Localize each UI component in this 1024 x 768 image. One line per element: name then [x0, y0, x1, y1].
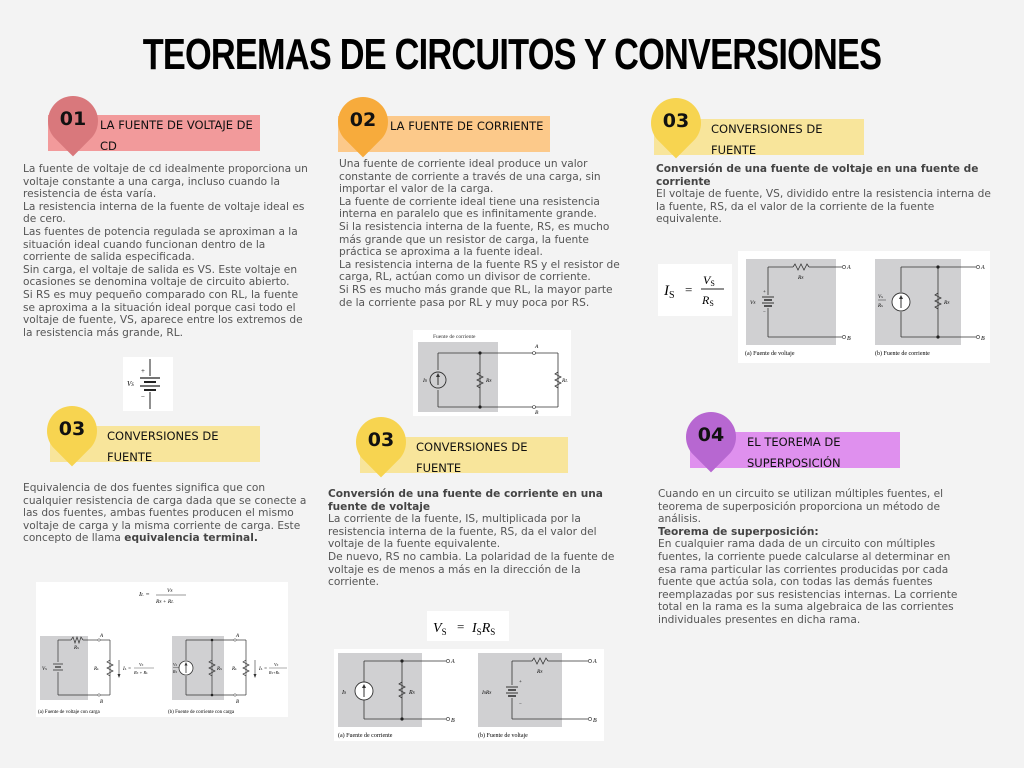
- svg-text:=: =: [685, 282, 693, 297]
- svg-text:RS: RS: [486, 378, 492, 384]
- svg-text:VS: VS: [139, 662, 144, 667]
- svg-text:VS: VS: [703, 273, 715, 288]
- section-body: [23, 482, 315, 545]
- svg-text:VS: VS: [878, 295, 883, 300]
- paragraph: La resistencia interna de la fuente de voltaje ideal es de cero.: [23, 200, 305, 226]
- section-number: 04: [697, 424, 725, 446]
- svg-text:+: +: [141, 367, 145, 375]
- svg-text:(a) Fuente de corriente: (a) Fuente de corriente: [338, 733, 393, 739]
- svg-text:VS: $V_S$: [433, 621, 447, 637]
- paragraph: La corriente de la fuente, IS, multiplicada por la resistencia interna de la fuente, RS, da el valor del voltaje de la fuente equivalente.: [328, 513, 597, 551]
- section-body: [328, 488, 633, 589]
- svg-text:RS: RS: [798, 275, 804, 281]
- section-heading: CONVERSIONES DE FUENTE: [416, 440, 528, 475]
- svg-text:RS: RS: [878, 304, 883, 309]
- svg-text:−: −: [141, 393, 145, 401]
- svg-text:A: A: [236, 634, 240, 639]
- svg-text:RS: RS: [702, 293, 714, 308]
- svg-text:RS: RS: [74, 646, 79, 651]
- svg-text:A: A: [981, 265, 985, 271]
- svg-text:A: A: [100, 634, 104, 639]
- terminal-equivalence-figure: [36, 582, 288, 717]
- paragraph: Equivalencia de dos fuentes significa que con cualquier resistencia de carga dada que se conecte a las dos fuentes, ambas fuentes producen el mismo voltaje de carga y la misma corriente de carga. Este concepto de llama: [23, 482, 307, 545]
- paragraph: Si RS es muy pequeño comparado con RL, la fuente se aproxima a la situación ideal porque casi todo el voltaje de fuente, VS, aparece entre los extremos de la resistencia más grande, RL.: [23, 288, 303, 339]
- section-heading: CONVERSIONES DE FUENTE: [711, 122, 823, 157]
- section-heading: EL TEOREMA DE SUPERPOSICIÓN: [747, 435, 841, 470]
- current-voltage-source-conversion-figure: [334, 649, 604, 741]
- section-body: [339, 158, 629, 309]
- svg-text:B: B: [593, 718, 597, 724]
- svg-text:ISRS: ISRS: [482, 690, 492, 696]
- paragraph: La fuente de voltaje de cd idealmente proporciona un voltaje constante a una carga, incluso cuando la resistencia de ésta varía.: [23, 163, 308, 201]
- svg-text:VS: VS: [274, 662, 279, 667]
- section-heading: CONVERSIONES DE FUENTE: [107, 429, 219, 464]
- paragraph: Sin carga, el voltaje de salida es VS. Este voltaje en ocasiones se denomina voltaje de circuito abierto.: [23, 263, 298, 289]
- section-number: 01: [59, 108, 87, 130]
- paragraph: La fuente de corriente ideal tiene una resistencia interna en paralelo que es infinitamente grande.: [339, 195, 600, 221]
- battery-symbol-figure: [123, 357, 173, 411]
- svg-text:IS: IS: [342, 690, 346, 696]
- svg-text:VS: VS: [173, 662, 177, 667]
- svg-text:IS: $I_S$: [664, 283, 675, 301]
- section-subheading: Conversión de una fuente de voltaje en una fuente de corriente: [656, 163, 979, 188]
- section-subheading: Conversión de una fuente de corriente en una fuente de voltaje: [328, 488, 603, 513]
- paragraph: Si RS es mucho más grande que RL, la mayor parte de la corriente pasa por RL y muy poca por RS.: [339, 283, 613, 309]
- svg-text:A: A: [451, 659, 455, 665]
- section-body: [23, 163, 313, 339]
- svg-text:B: B: [100, 700, 104, 705]
- section-heading: LA FUENTE DE VOLTAJE DE CD: [100, 118, 253, 153]
- svg-text:(b) Fuente de corriente con ca: (b) Fuente de corriente con carga: [168, 710, 235, 715]
- svg-text:−: −: [763, 310, 766, 315]
- svg-text:=: =: [457, 619, 465, 634]
- svg-text:(a) Fuente de voltaje con carg: (a) Fuente de voltaje con carga: [38, 710, 100, 715]
- svg-text:RS: RS: [409, 690, 415, 696]
- svg-text:VS: VS: [167, 588, 173, 594]
- svg-text:B: B: [981, 336, 985, 342]
- bold-term: equivalencia terminal.: [124, 532, 258, 545]
- paragraph: En cualquier rama dada de un circuito con múltiples fuentes, la corriente puede calcularse al determinar en esa rama particular las corrientes producidas por cada fuente que actúa sola, con todas las demás fuentes reemplazadas por sus resistencias internas. La corriente total en la rama es la suma algebraica de las corrientes individuales presentes en dicha rama.: [658, 538, 958, 626]
- svg-text:VS: VS: [127, 380, 134, 388]
- svg-text:RS: RS: [944, 300, 950, 306]
- section-subheading: Teorema de superposición:: [658, 525, 819, 538]
- svg-text:IL =: IL =: [123, 667, 132, 672]
- svg-text:RS + RL: RS + RL: [134, 670, 148, 675]
- paragraph: El voltaje de fuente, VS, dividido entre la resistencia interna de la fuente, RS, da el valor de la corriente de la fuente equivalente.: [656, 188, 991, 226]
- svg-text:−: −: [519, 702, 522, 707]
- svg-text:VS: VS: [42, 667, 47, 672]
- svg-text:RL: RL: [232, 667, 238, 672]
- svg-text:B: B: [236, 700, 240, 705]
- svg-text:Fuente de corriente: Fuente de corriente: [433, 334, 476, 340]
- svg-text:A: A: [593, 659, 597, 665]
- formula-is-vs-rs: [658, 264, 732, 316]
- svg-text:IL =: IL =: [259, 667, 268, 672]
- section-number: 03: [367, 429, 395, 451]
- paragraph: Las fuentes de potencia regulada se aproximan a la situación ideal cuando funcionan dentro de la corriente de salida especificada.: [23, 225, 298, 264]
- circuit-diagram: [413, 330, 571, 416]
- paragraph: La resistencia interna de la fuente RS y el resistor de carga, RL, actúan como un divisor de corriente.: [339, 258, 620, 284]
- section-heading: LA FUENTE DE CORRIENTE: [390, 119, 544, 133]
- section-body: [656, 163, 996, 226]
- svg-text:B: B: [847, 336, 851, 342]
- svg-text:VS: VS: [750, 300, 756, 306]
- section-number: 03: [58, 418, 86, 440]
- paragraph: Si la resistencia interna de la fuente, RS, es mucho más grande que un resistor de carga, la fuente práctica se aproxima a la fuente ideal.: [339, 220, 610, 259]
- paragraph: Una fuente de corriente ideal produce un valor constante de corriente a través de una carga, sin importar el valor de la carga.: [339, 158, 601, 196]
- section-number: 03: [662, 110, 690, 132]
- svg-text:RS: RS: [173, 669, 177, 674]
- svg-text:B: B: [535, 410, 539, 416]
- svg-text:+: +: [519, 680, 522, 685]
- formula-vs-is-rs: [427, 611, 509, 641]
- svg-text:(a) Fuente de voltaje: (a) Fuente de voltaje: [745, 351, 795, 357]
- svg-text:RS: RS: [217, 667, 222, 672]
- svg-text:A: A: [847, 265, 851, 271]
- battery-icon: [123, 357, 173, 411]
- svg-text:B: B: [451, 718, 455, 724]
- svg-text:(b) Fuente de corriente: (b) Fuente de corriente: [875, 351, 930, 357]
- svg-text:RS+RL: RS+RL: [269, 670, 280, 675]
- svg-text:RL: RL: [94, 667, 100, 672]
- svg-text:+: +: [763, 290, 766, 295]
- section-body: [658, 488, 968, 627]
- svg-text:IS: IS: [423, 378, 427, 384]
- page-title: TEOREMAS DE CIRCUITOS Y CONVERSIONES: [142, 30, 882, 79]
- paragraph: De nuevo, RS no cambia. La polaridad de la fuente de voltaje es de menos a más en la dirección de la corriente.: [328, 550, 615, 589]
- voltage-current-source-conversion-figure: [738, 251, 990, 363]
- svg-text:IL =: IL =: [139, 591, 150, 598]
- svg-text:RS + RL: RS + RL: [156, 599, 174, 605]
- svg-text:RL: RL: [562, 378, 568, 384]
- paragraph: Cuando en un circuito se utilizan múltiples fuentes, el teorema de superposición proporciona un método de análisis.: [658, 488, 944, 526]
- section-number: 02: [349, 109, 377, 131]
- svg-text:(b) Fuente de voltaje: (b) Fuente de voltaje: [478, 733, 528, 739]
- svg-text:A: A: [535, 344, 539, 350]
- svg-text:ISRS: $I_SR_S$: [472, 621, 496, 637]
- current-source-circuit-figure: [413, 330, 571, 416]
- svg-text:RS: RS: [537, 669, 543, 675]
